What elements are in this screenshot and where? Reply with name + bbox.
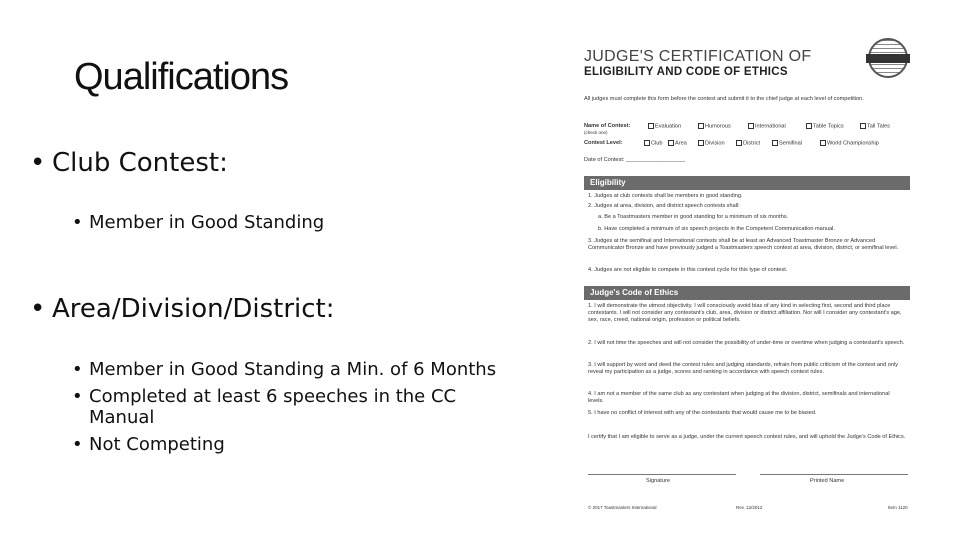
contest-option: International (748, 123, 786, 130)
eligibility-item: 2. Judges at area, division, and district speech contests shall: (588, 203, 740, 209)
sub-bullet (72, 434, 512, 455)
bullet-dot: • (30, 148, 46, 178)
check-one-hint: (check one) (584, 130, 608, 135)
signature-label: Signature (646, 478, 670, 484)
bullet-dot: • (72, 212, 83, 233)
checkbox-icon (772, 140, 778, 146)
bullet-area-division-district (30, 294, 335, 324)
contest-level-label: Contest Level: (584, 140, 623, 146)
level-option: Semifinal (772, 140, 802, 147)
footer-revision: Rev. 12/2012 (736, 505, 763, 510)
checkbox-icon (648, 123, 654, 129)
printed-name-label: Printed Name (810, 478, 845, 484)
eligibility-item: a. Be a Toastmasters member in good standing for a minimum of six months. (598, 214, 789, 220)
bullet-text: Area/Division/District: (52, 294, 335, 324)
certification-statement: I certify that I am eligible to serve as a judge, under the current speech contest rules, and will uphold the Judge's Code of Ethics. (588, 434, 906, 440)
eligibility-item: 1. Judges at club contests shall be members in good standing. (588, 193, 743, 199)
footer-copyright: © 2017 Toastmasters International (588, 505, 657, 510)
bullet-dot: • (30, 294, 46, 324)
level-option: Area (668, 140, 687, 147)
bullet-dot: • (72, 359, 83, 380)
ethics-item: 2. I will not time the speeches and will not consider the possibility of under-time or overtime when judging a contestant's speech. (588, 340, 905, 346)
ethics-heading: Judge's Code of Ethics (584, 286, 910, 300)
sub-bullet-text: Not Competing (89, 434, 225, 455)
checkbox-icon (806, 123, 812, 129)
form-title-line1: JUDGE'S CERTIFICATION OF (584, 48, 812, 65)
footer-item-number: Item 1120 (888, 505, 908, 510)
bullet-club-contest (30, 148, 228, 178)
eligibility-item: 4. Judges are not eligible to compete in this contest cycle for this type of contest. (588, 267, 788, 273)
sub-bullet (72, 212, 512, 233)
sub-bullet-text: Member in Good Standing (89, 212, 325, 233)
level-option: Club (644, 140, 663, 147)
checkbox-icon (860, 123, 866, 129)
level-option: Division (698, 140, 725, 147)
contest-option: Evaluation (648, 123, 681, 130)
checkbox-icon (644, 140, 650, 146)
ethics-item: 3. I will support by word and deed the contest rules and judging standards, refrain from public criticism of the contest and only reveal my participation as a judge, scores and ranking in accordance with speech contest rules. (588, 362, 898, 375)
checkbox-icon (698, 140, 704, 146)
judge-certification-form (584, 36, 914, 518)
checkbox-icon (668, 140, 674, 146)
ethics-item: 1. I will demonstrate the utmost objectivity. I will consciously avoid bias of any kind in selecting first, second and third place contestants. I will not consider any contestant's club, area, division or district affiliation. Nor will I consider any contestant's age, sex, race, creed, national origin, profession or political beliefs. (588, 303, 902, 323)
form-intro: All judges must complete this form before the contest and submit it to the chief judge at each level of competition. (584, 96, 864, 102)
toastmasters-logo-icon (868, 38, 908, 78)
ethics-item: 4. I am not a member of the same club as any contestant when judging at the division, district, semifinals and international levels. (588, 391, 890, 404)
checkbox-icon (698, 123, 704, 129)
sub-bullet (72, 359, 512, 380)
ethics-item: 5. I have no conflict of interest with any of the contestants that would cause me to be biased. (588, 410, 817, 416)
bullet-text: Club Contest: (52, 148, 228, 178)
level-option: District (736, 140, 760, 147)
contest-option: Humorous (698, 123, 731, 130)
checkbox-icon (820, 140, 826, 146)
eligibility-item: 3. Judges at the semifinal and International contests shall be at least an Advanced Toastmaster Bronze or Advanced Communicator Bronze and have previously judged a Toastmasters speech contest at area, division, district, or semifinal level. (588, 238, 899, 251)
bullet-dot: • (72, 386, 83, 407)
name-of-contest-label: Name of Contest: (584, 123, 631, 129)
bullet-dot: • (72, 434, 83, 455)
contest-option: Table Topics (806, 123, 844, 130)
eligibility-item: b. Have completed a minimum of six speech projects in the Competent Communication manual. (598, 226, 835, 232)
sub-bullet (72, 386, 512, 428)
level-option: World Championship (820, 140, 879, 147)
contest-option: Tall Tales (860, 123, 890, 130)
checkbox-icon (736, 140, 742, 146)
sub-bullet-text: Completed at least 6 speeches in the CC Manual (89, 386, 457, 428)
slide-title: Qualifications (74, 56, 289, 98)
checkbox-icon (748, 123, 754, 129)
form-title-line2: ELIGIBILITY AND CODE OF ETHICS (584, 66, 788, 78)
printed-name-line (760, 474, 908, 475)
sub-bullet-text: Member in Good Standing a Min. of 6 Months (89, 359, 497, 380)
date-of-contest: Date of Contest: ___________________ (584, 157, 686, 163)
signature-line (588, 474, 736, 475)
eligibility-heading: Eligibility (584, 176, 910, 190)
